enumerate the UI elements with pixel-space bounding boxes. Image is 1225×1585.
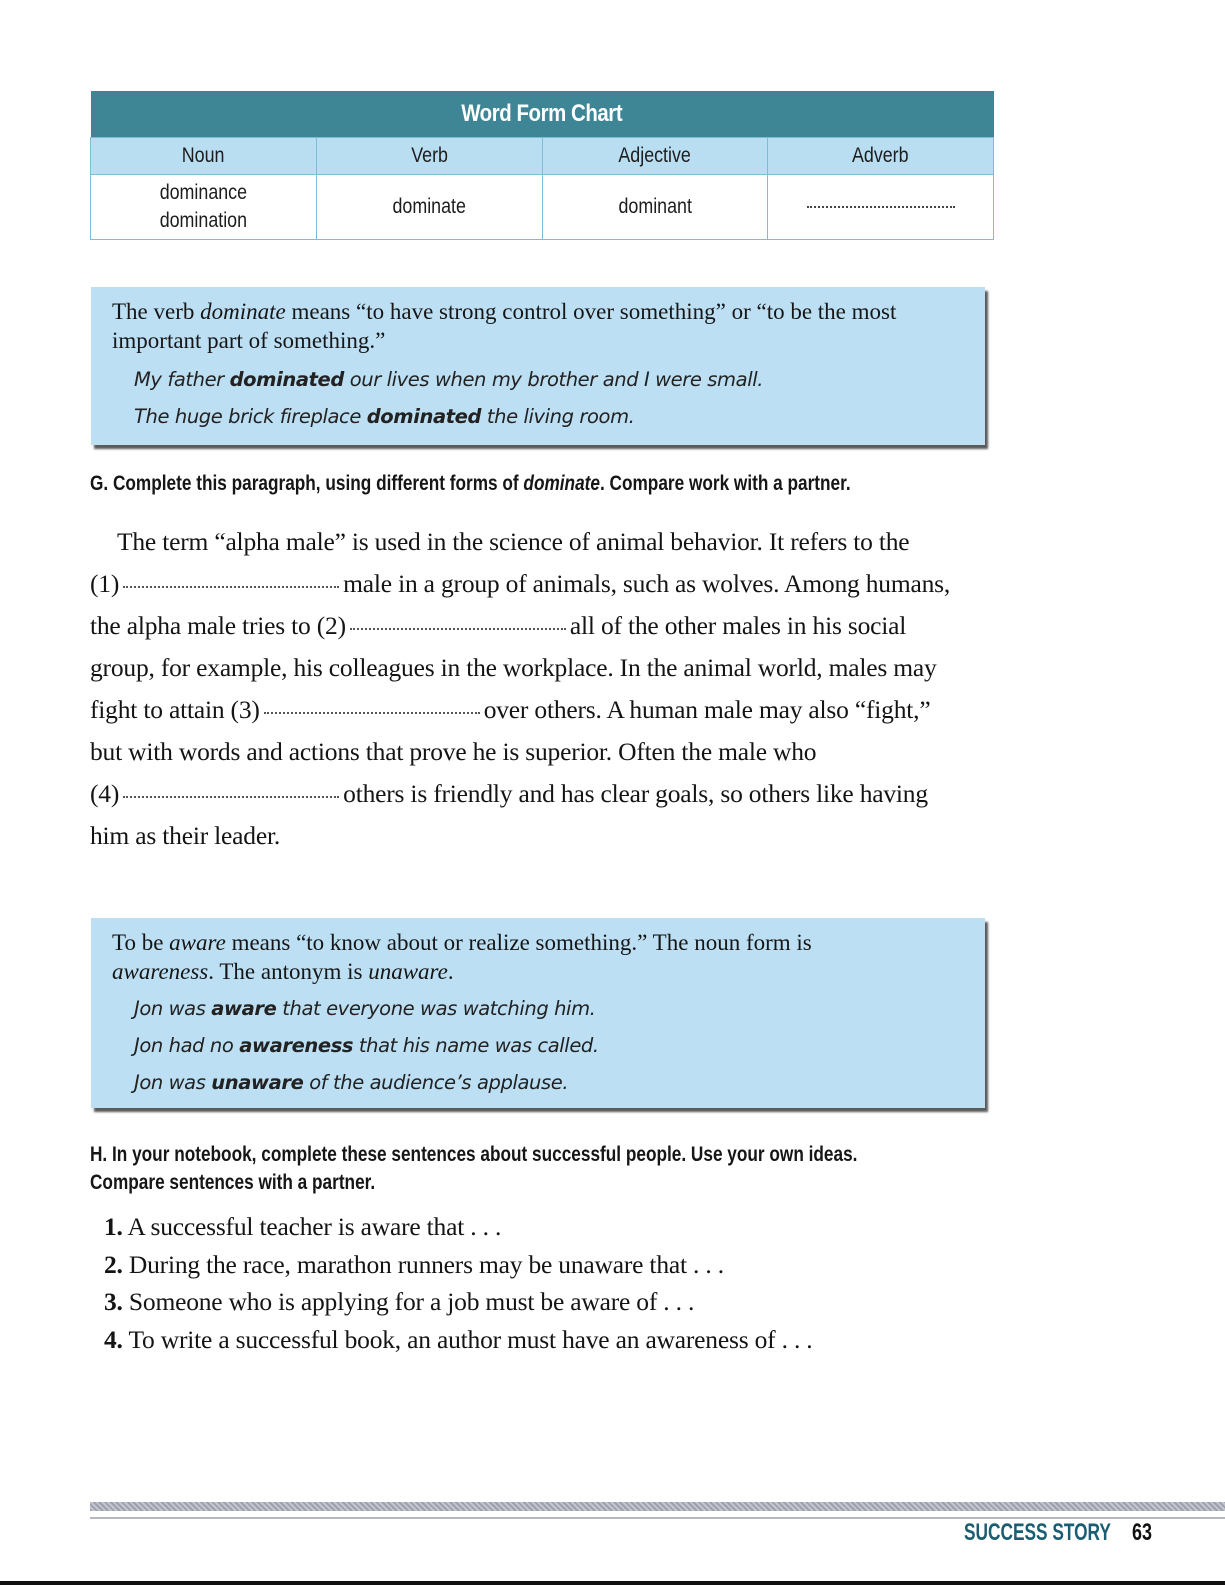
vocab-callout-dominate — [91, 287, 985, 445]
page-number: 63 — [1132, 1519, 1153, 1546]
cell-adjective: dominant — [542, 175, 768, 240]
chapter-title: SUCCESS STORY — [964, 1519, 1111, 1546]
paragraph-line: (1) male in a group of animals, such as wolves. Among humans, — [90, 569, 951, 598]
section-g-heading: G. Complete this paragraph, using different forms of dominate. Compare work with a partner. — [90, 472, 851, 495]
paragraph-line: but with words and actions that prove he is superior. Often the male who — [90, 737, 817, 766]
example-sentence: My father dominated our lives when my brother and I were small. — [134, 368, 764, 391]
paragraph-line: The term “alpha male” is used in the science of animal behavior. It refers to the — [117, 527, 910, 556]
answer-blank-3[interactable] — [264, 712, 480, 714]
paragraph-line: fight to attain (3) over others. A human male may also “fight,” — [90, 695, 931, 724]
example-sentence: The huge brick fireplace dominated the living room. — [134, 405, 635, 428]
definition: To be aware means “to know about or realize something.” The noun form is awareness. The antonym is unaware. — [112, 930, 812, 984]
example-sentence: Jon was unaware of the audience’s applause. — [134, 1071, 569, 1094]
answer-blank-1[interactable] — [123, 586, 339, 588]
page-edge — [0, 1581, 1225, 1585]
header-adverb: Adverb — [768, 138, 994, 175]
example-sentence: Jon was aware that everyone was watching him. — [134, 997, 596, 1020]
answer-blank[interactable] — [807, 206, 955, 208]
cell-adverb-blank[interactable] — [768, 175, 994, 240]
word-form-chart — [90, 91, 994, 240]
list-item: 4. To write a successful book, an author must have an awareness of . . . — [104, 1324, 813, 1354]
section-h-heading: H. In your notebook, complete these sentences about successful people. Use your own ideas. Compare sentences with a partner. — [90, 1143, 858, 1194]
answer-blank-2[interactable] — [350, 628, 566, 630]
footer-rule — [90, 1502, 1225, 1511]
cell-verb: dominate — [316, 175, 542, 240]
paragraph-line: him as their leader. — [90, 821, 281, 850]
sentence-list — [104, 1208, 813, 1358]
fill-in-paragraph — [90, 521, 990, 857]
header-noun: Noun — [91, 138, 317, 175]
list-item: 3. Someone who is applying for a job must be aware of . . . — [104, 1287, 695, 1316]
example-sentence: Jon had no awareness that his name was called. — [134, 1034, 599, 1057]
header-adjective: Adjective — [542, 138, 768, 175]
cell-noun: dominance domination — [91, 175, 317, 240]
definition: The verb dominate means “to have strong control over something” or “to be the most important part of something.” — [112, 299, 897, 353]
list-item: 1. A successful teacher is aware that . . . — [104, 1212, 502, 1241]
paragraph-line: group, for example, his colleagues in the workplace. In the animal world, males may — [90, 653, 937, 682]
vocab-callout-aware — [91, 918, 985, 1108]
table-row — [91, 175, 994, 240]
paragraph-line: the alpha male tries to (2) all of the other males in his social — [90, 611, 907, 640]
answer-blank-4[interactable] — [123, 796, 339, 798]
header-verb: Verb — [316, 138, 542, 175]
paragraph-line: (4) others is friendly and has clear goals, so others like having — [90, 779, 928, 808]
chart-title: Word Form Chart — [91, 91, 994, 138]
list-item: 2. During the race, marathon runners may be unaware that . . . — [104, 1249, 724, 1279]
